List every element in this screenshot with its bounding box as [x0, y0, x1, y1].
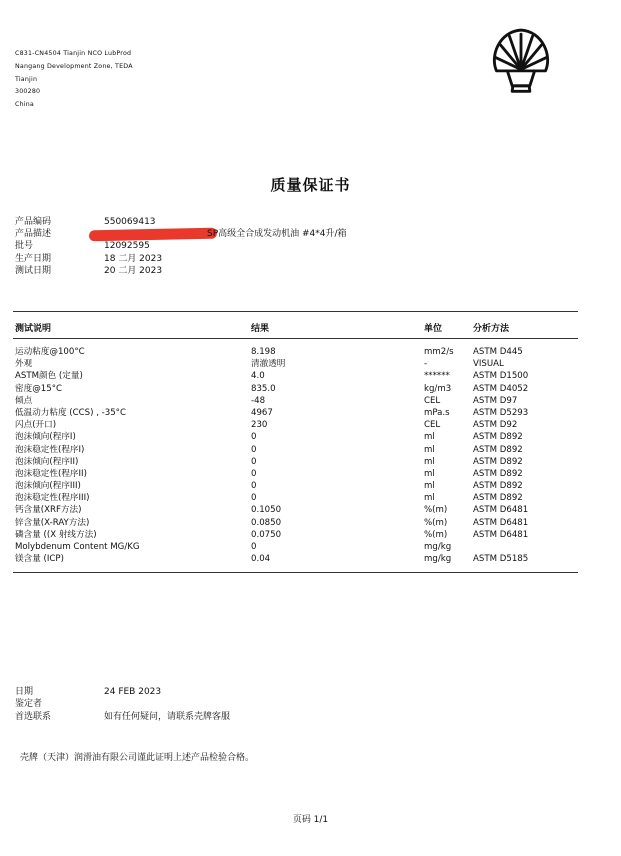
- test-result: 0.0850: [251, 517, 282, 528]
- test-result: 0: [251, 468, 257, 479]
- product-desc: SP高级全合成发动机油 #4*4升/箱: [207, 229, 347, 240]
- table-row: [0, 444, 621, 456]
- test-result: 0: [251, 493, 257, 504]
- table-row: [0, 431, 621, 443]
- test-name: 泡沫稳定性(程序III): [15, 493, 90, 504]
- test-method: ASTM D445: [473, 347, 523, 357]
- test-unit: %(m): [424, 517, 448, 528]
- test-unit: ml: [424, 481, 435, 492]
- test-name: 钙含量(XRF方法): [15, 505, 82, 516]
- test-method: ASTM D92: [473, 420, 518, 431]
- table-row: [0, 456, 621, 468]
- test-result: 0: [251, 432, 257, 443]
- test-unit: CEL: [424, 395, 441, 406]
- test-result: 4.0: [251, 371, 265, 382]
- test-result: 0: [251, 456, 257, 467]
- test-unit: ml: [424, 456, 435, 467]
- header-test: 测试说明: [15, 324, 52, 334]
- test-result: 230: [251, 420, 268, 431]
- test-method: ASTM D892: [473, 444, 523, 455]
- table-bottom-rule: [13, 572, 578, 573]
- table-row: [0, 504, 621, 516]
- batch-number: 12092595: [104, 241, 150, 252]
- test-result: 清澈透明: [251, 359, 286, 370]
- test-name: 闪点(开口): [15, 420, 57, 431]
- test-unit: mg/kg: [424, 542, 452, 552]
- test-name: 磷含量 ((X 射线方法): [15, 529, 97, 540]
- test-name: 泡沫倾向(程序III): [15, 481, 81, 492]
- test-method: ASTM D1500: [473, 371, 529, 382]
- table-row: [0, 358, 621, 370]
- table-row: [0, 407, 621, 419]
- table-row: [0, 468, 621, 480]
- address-line: 300280: [15, 88, 41, 96]
- table-row: [0, 480, 621, 492]
- test-name: ASTM颜色 (定量): [15, 371, 83, 382]
- test-result: 0.0750: [251, 529, 282, 540]
- test-method: ASTM D892: [473, 432, 523, 443]
- table-row: [0, 419, 621, 431]
- header-method: 分析方法: [473, 324, 510, 334]
- test-unit: mg/kg: [424, 554, 452, 565]
- test-unit: ml: [424, 493, 435, 504]
- table-row: [0, 541, 621, 553]
- test-result: -48: [251, 395, 266, 406]
- test-result: 8.198: [251, 347, 276, 357]
- table-row: [0, 492, 621, 504]
- approval-date: 24 FEB 2023: [104, 687, 162, 697]
- test-results-table: [0, 346, 621, 565]
- address-line: C831-CN4504 Tianjin NCO LubProd: [15, 50, 132, 57]
- test-name: 运动粘度@100°C: [15, 347, 85, 357]
- test-method: ASTM D892: [473, 468, 523, 479]
- mfg-date-label: 生产日期: [15, 253, 52, 264]
- table-header-rule: [13, 338, 578, 339]
- test-name: 低温动力粘度 (CCS) , -35°C: [15, 407, 126, 418]
- test-result: 0.04: [251, 554, 271, 565]
- test-unit: %(m): [424, 505, 448, 516]
- test-unit: ml: [424, 468, 435, 479]
- mfg-date: 18 二月 2023: [104, 253, 163, 264]
- test-date: 20 二月 2023: [104, 265, 163, 276]
- contact-text: 如有任何疑问，请联系壳牌客服: [104, 711, 231, 722]
- document-title: 质量保证书: [270, 176, 351, 194]
- test-unit: ******: [424, 371, 450, 382]
- test-name: 密度@15°C: [15, 383, 63, 394]
- product-desc-label: 产品描述: [15, 229, 52, 240]
- test-method: ASTM D5185: [473, 554, 529, 565]
- test-method: ASTM D97: [473, 395, 518, 406]
- test-name: 镁含量 (ICP): [15, 554, 64, 565]
- certification-statement: 壳牌（天津）润滑油有限公司谨此证明上述产品检验合格。: [20, 753, 255, 763]
- test-name: 泡沫倾向(程序II): [15, 456, 79, 467]
- test-unit: mPa.s: [424, 407, 450, 418]
- contact-label: 首选联系: [15, 711, 52, 722]
- test-date-label: 测试日期: [15, 265, 52, 276]
- company-address: [15, 48, 133, 112]
- test-method: ASTM D892: [473, 493, 523, 504]
- table-header: [0, 321, 621, 335]
- test-method: ASTM D6481: [473, 517, 529, 528]
- test-unit: ml: [424, 432, 435, 443]
- test-name: 倾点: [15, 395, 33, 406]
- test-result: 4967: [251, 407, 273, 418]
- test-name: 泡沫稳定性(程序II): [15, 468, 87, 479]
- test-unit: mm2/s: [424, 347, 454, 357]
- test-result: 0: [251, 444, 257, 455]
- test-name: 锌含量(X-RAY方法): [15, 517, 90, 528]
- date-label: 日期: [15, 687, 34, 697]
- test-unit: ml: [424, 444, 435, 455]
- test-unit: CEL: [424, 420, 441, 431]
- table-row: [0, 553, 621, 565]
- address-line: Tianjin: [15, 75, 38, 83]
- product-code: 550069413: [104, 217, 156, 227]
- test-name: Molybdenum Content MG/KG: [15, 542, 140, 552]
- page-number: 页码 1/1: [292, 815, 329, 825]
- test-method: ASTM D4052: [473, 383, 529, 394]
- table-row: [0, 395, 621, 407]
- product-code-label: 产品编码: [15, 217, 52, 227]
- header-result: 结果: [251, 324, 270, 334]
- test-method: ASTM D892: [473, 456, 523, 467]
- test-result: 835.0: [251, 383, 276, 394]
- table-row: [0, 517, 621, 529]
- address-line: China: [15, 101, 34, 109]
- test-name: 泡沫稳定性(程序I): [15, 444, 85, 455]
- table-row: [0, 370, 621, 382]
- test-method: VISUAL: [473, 359, 504, 370]
- test-name: 外观: [15, 359, 33, 370]
- table-row: [0, 383, 621, 395]
- test-method: ASTM D6481: [473, 505, 529, 516]
- test-method: ASTM D6481: [473, 529, 529, 540]
- test-name: 泡沫倾向(程序I): [15, 432, 76, 443]
- shell-pecten-logo: [487, 26, 555, 94]
- test-method: ASTM D892: [473, 481, 523, 492]
- test-unit: -: [424, 359, 428, 370]
- test-method: ASTM D5293: [473, 407, 529, 418]
- table-row: [0, 529, 621, 541]
- header-unit: 单位: [424, 324, 443, 334]
- address-line: Nangang Development Zone, TEDA: [15, 62, 133, 70]
- approver-label: 鉴定者: [15, 699, 43, 710]
- test-result: 0: [251, 542, 257, 552]
- table-row: [0, 346, 621, 358]
- batch-label: 批号: [15, 241, 34, 252]
- test-unit: kg/m3: [424, 383, 452, 394]
- test-result: 0.1050: [251, 505, 282, 516]
- table-top-rule: [13, 311, 578, 312]
- test-unit: %(m): [424, 529, 448, 540]
- test-result: 0: [251, 481, 257, 492]
